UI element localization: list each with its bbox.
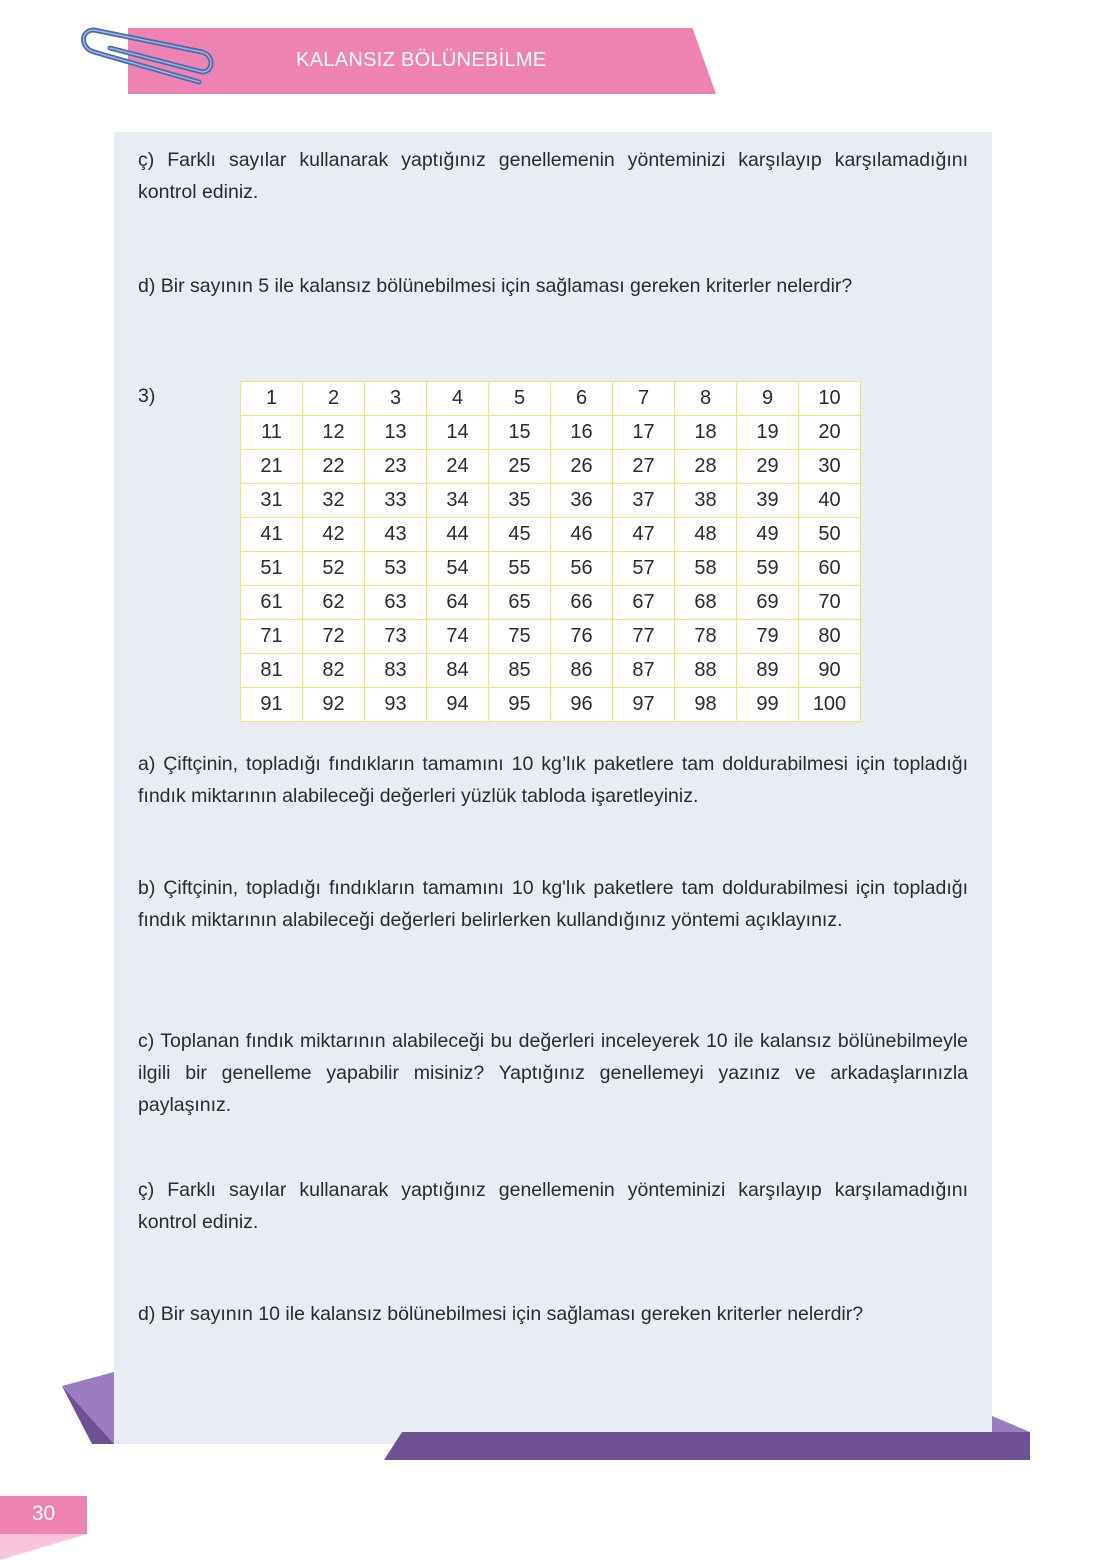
table-cell[interactable]: 36 bbox=[551, 484, 613, 518]
table-cell[interactable]: 89 bbox=[737, 654, 799, 688]
table-cell[interactable]: 69 bbox=[737, 586, 799, 620]
table-cell[interactable]: 64 bbox=[427, 586, 489, 620]
table-cell[interactable]: 59 bbox=[737, 552, 799, 586]
table-cell[interactable]: 10 bbox=[799, 382, 861, 416]
table-cell[interactable]: 5 bbox=[489, 382, 551, 416]
table-cell[interactable]: 73 bbox=[365, 620, 427, 654]
page-number-tail bbox=[0, 1534, 90, 1560]
table-cell[interactable]: 29 bbox=[737, 450, 799, 484]
table-cell[interactable]: 95 bbox=[489, 688, 551, 722]
table-cell[interactable]: 81 bbox=[241, 654, 303, 688]
table-cell[interactable]: 92 bbox=[303, 688, 365, 722]
table-cell[interactable]: 33 bbox=[365, 484, 427, 518]
table-cell[interactable]: 83 bbox=[365, 654, 427, 688]
question-c: c) Toplanan fındık miktarının alabileceği bu değerleri inceleyerek 10 ile kalansız bölünebilmeyle ilgili bir genelleme yapabilir misiniz? Yaptığınız genellemeyi yazınız ve arkadaşlarınızla paylaşınız. bbox=[138, 1030, 968, 1116]
table-cell[interactable]: 28 bbox=[675, 450, 737, 484]
table-cell[interactable]: 21 bbox=[241, 450, 303, 484]
table-cell[interactable]: 19 bbox=[737, 416, 799, 450]
table-cell[interactable]: 79 bbox=[737, 620, 799, 654]
table-cell[interactable]: 56 bbox=[551, 552, 613, 586]
table-row bbox=[241, 586, 861, 620]
paperclip-icon bbox=[74, 22, 224, 92]
table-row bbox=[241, 518, 861, 552]
table-cell[interactable]: 82 bbox=[303, 654, 365, 688]
page-number: 30 bbox=[31, 1502, 56, 1525]
table-cell[interactable]: 51 bbox=[241, 552, 303, 586]
table-cell[interactable]: 13 bbox=[365, 416, 427, 450]
table-row bbox=[241, 552, 861, 586]
table-cell[interactable]: 91 bbox=[241, 688, 303, 722]
table-cell[interactable]: 25 bbox=[489, 450, 551, 484]
table-cell[interactable]: 16 bbox=[551, 416, 613, 450]
question-d: d) Bir sayının 10 ile kalansız bölünebilmesi için sağlaması gereken kriterler nelerdir? bbox=[138, 1303, 864, 1325]
table-cell[interactable]: 98 bbox=[675, 688, 737, 722]
table-cell[interactable]: 42 bbox=[303, 518, 365, 552]
table-cell[interactable]: 78 bbox=[675, 620, 737, 654]
table-cell[interactable]: 44 bbox=[427, 518, 489, 552]
table-cell[interactable]: 8 bbox=[675, 382, 737, 416]
table-cell[interactable]: 31 bbox=[241, 484, 303, 518]
table-cell[interactable]: 23 bbox=[365, 450, 427, 484]
table-cell[interactable]: 38 bbox=[675, 484, 737, 518]
table-cell[interactable]: 18 bbox=[675, 416, 737, 450]
table-cell[interactable]: 17 bbox=[613, 416, 675, 450]
table-cell[interactable]: 39 bbox=[737, 484, 799, 518]
table-cell[interactable]: 50 bbox=[799, 518, 861, 552]
table-cell[interactable]: 52 bbox=[303, 552, 365, 586]
table-cell[interactable]: 49 bbox=[737, 518, 799, 552]
table-cell[interactable]: 34 bbox=[427, 484, 489, 518]
left-corner-decoration bbox=[62, 1372, 118, 1444]
table-cell[interactable]: 27 bbox=[613, 450, 675, 484]
table-cell[interactable]: 66 bbox=[551, 586, 613, 620]
table-cell[interactable]: 1 bbox=[241, 382, 303, 416]
question-c-cedilla-top: ç) Farklı sayılar kullanarak yaptığınız genellemenin yönteminizi karşılayıp karşılamadığını kontrol ediniz. bbox=[138, 149, 968, 203]
table-cell[interactable]: 63 bbox=[365, 586, 427, 620]
table-cell[interactable]: 20 bbox=[799, 416, 861, 450]
table-cell[interactable]: 65 bbox=[489, 586, 551, 620]
table-cell[interactable]: 22 bbox=[303, 450, 365, 484]
table-cell[interactable]: 12 bbox=[303, 416, 365, 450]
table-cell[interactable]: 97 bbox=[613, 688, 675, 722]
table-cell[interactable]: 46 bbox=[551, 518, 613, 552]
table-cell[interactable]: 53 bbox=[365, 552, 427, 586]
table-cell[interactable]: 75 bbox=[489, 620, 551, 654]
table-row bbox=[241, 382, 861, 416]
table-cell[interactable]: 40 bbox=[799, 484, 861, 518]
table-row bbox=[241, 688, 861, 722]
table-cell[interactable]: 2 bbox=[303, 382, 365, 416]
table-cell[interactable]: 99 bbox=[737, 688, 799, 722]
table-cell[interactable]: 68 bbox=[675, 586, 737, 620]
table-cell[interactable]: 84 bbox=[427, 654, 489, 688]
exercise-number: 3) bbox=[138, 385, 156, 407]
table-cell[interactable]: 48 bbox=[675, 518, 737, 552]
table-cell[interactable]: 30 bbox=[799, 450, 861, 484]
table-cell[interactable]: 24 bbox=[427, 450, 489, 484]
table-cell[interactable]: 45 bbox=[489, 518, 551, 552]
hundreds-table bbox=[240, 381, 861, 722]
table-cell[interactable]: 93 bbox=[365, 688, 427, 722]
table-cell[interactable]: 35 bbox=[489, 484, 551, 518]
table-cell[interactable]: 6 bbox=[551, 382, 613, 416]
table-cell[interactable]: 37 bbox=[613, 484, 675, 518]
table-cell[interactable]: 58 bbox=[675, 552, 737, 586]
question-a: a) Çiftçinin, topladığı fındıkların tamamını 10 kg’lık paketlere tam doldurabilmesi için topladığı fındık miktarının alabileceği değerleri yüzlük tabloda işaretleyiniz. bbox=[138, 753, 968, 807]
table-cell[interactable]: 71 bbox=[241, 620, 303, 654]
page-title: KALANSIZ BÖLÜNEBİLME bbox=[296, 49, 547, 71]
table-cell[interactable]: 74 bbox=[427, 620, 489, 654]
question-c-cedilla: ç) Farklı sayılar kullanarak yaptığınız genellemenin yönteminizi karşılayıp karşılamadığını kontrol ediniz. bbox=[138, 1179, 968, 1233]
table-cell[interactable]: 96 bbox=[551, 688, 613, 722]
table-cell[interactable]: 100 bbox=[799, 688, 861, 722]
table-cell[interactable]: 76 bbox=[551, 620, 613, 654]
table-cell[interactable]: 57 bbox=[613, 552, 675, 586]
table-row bbox=[241, 620, 861, 654]
table-cell[interactable]: 70 bbox=[799, 586, 861, 620]
question-d-top: d) Bir sayının 5 ile kalansız bölünebilmesi için sağlaması gereken kriterler nelerdir? bbox=[138, 275, 853, 297]
table-cell[interactable]: 80 bbox=[799, 620, 861, 654]
bottom-ribbon-decoration bbox=[384, 1414, 1034, 1462]
table-row bbox=[241, 450, 861, 484]
table-cell[interactable]: 47 bbox=[613, 518, 675, 552]
table-cell[interactable]: 77 bbox=[613, 620, 675, 654]
table-cell[interactable]: 4 bbox=[427, 382, 489, 416]
table-row bbox=[241, 416, 861, 450]
table-cell[interactable]: 72 bbox=[303, 620, 365, 654]
table-cell[interactable]: 86 bbox=[551, 654, 613, 688]
table-cell[interactable]: 15 bbox=[489, 416, 551, 450]
table-row bbox=[241, 484, 861, 518]
table-cell[interactable]: 67 bbox=[613, 586, 675, 620]
table-cell[interactable]: 11 bbox=[241, 416, 303, 450]
table-cell[interactable]: 43 bbox=[365, 518, 427, 552]
table-cell[interactable]: 60 bbox=[799, 552, 861, 586]
table-cell[interactable]: 26 bbox=[551, 450, 613, 484]
table-cell[interactable]: 14 bbox=[427, 416, 489, 450]
table-cell[interactable]: 87 bbox=[613, 654, 675, 688]
table-cell[interactable]: 90 bbox=[799, 654, 861, 688]
table-cell[interactable]: 3 bbox=[365, 382, 427, 416]
table-cell[interactable]: 62 bbox=[303, 586, 365, 620]
table-cell[interactable]: 9 bbox=[737, 382, 799, 416]
table-cell[interactable]: 7 bbox=[613, 382, 675, 416]
table-cell[interactable]: 85 bbox=[489, 654, 551, 688]
table-cell[interactable]: 54 bbox=[427, 552, 489, 586]
table-cell[interactable]: 41 bbox=[241, 518, 303, 552]
table-cell[interactable]: 94 bbox=[427, 688, 489, 722]
table-row bbox=[241, 654, 861, 688]
table-cell[interactable]: 88 bbox=[675, 654, 737, 688]
table-cell[interactable]: 61 bbox=[241, 586, 303, 620]
table-cell[interactable]: 32 bbox=[303, 484, 365, 518]
question-b: b) Çiftçinin, topladığı fındıkların tamamını 10 kg'lık paketlere tam doldurabilmesi için topladığı fındık miktarının alabileceği değerleri belirlerken kullandığınız yöntemi açıklayınız. bbox=[138, 877, 968, 931]
table-cell[interactable]: 55 bbox=[489, 552, 551, 586]
